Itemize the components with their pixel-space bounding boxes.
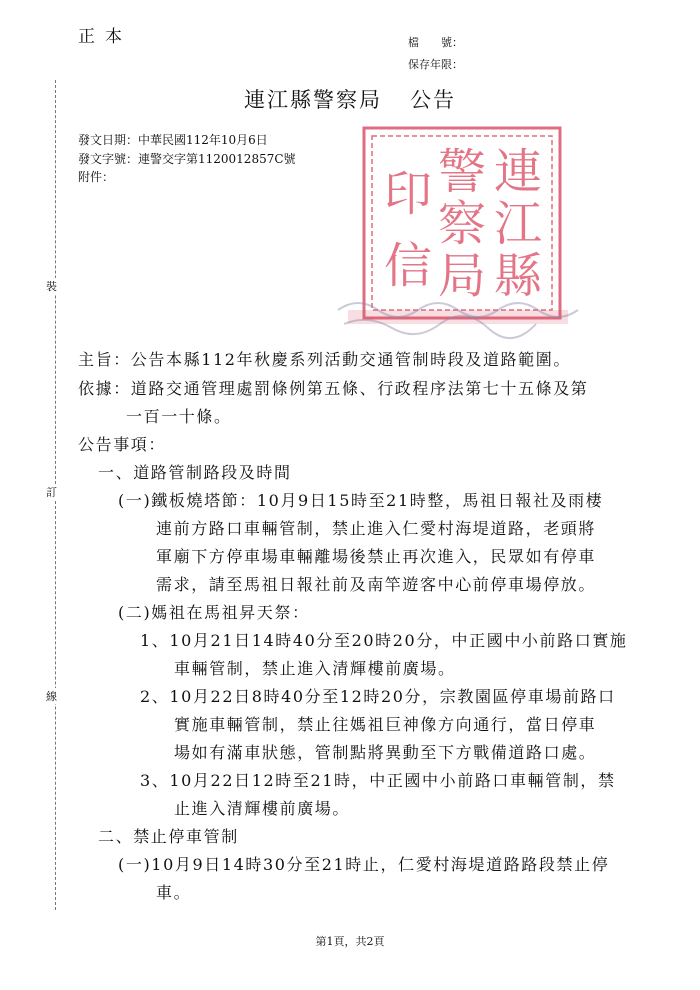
svg-text:江: 江 xyxy=(493,196,543,252)
svg-text:警: 警 xyxy=(437,144,487,200)
announcement-items-heading: 公告事項： xyxy=(78,435,167,454)
copy-label: 正本 xyxy=(78,27,132,47)
subject-line: 主旨：公告本縣112年秋慶系列活動交通管制時段及道路範圍。 xyxy=(78,350,571,369)
section-1a-line-4: 需求，請至馬祖日報社前及南竿遊客中心前停車場停放。 xyxy=(156,575,597,594)
binding-mark-staple: 訂 xyxy=(46,486,57,499)
item-2-line-3: 場如有滿車狀態，管制點將異動至下方戰備道路口處。 xyxy=(174,743,597,762)
section-1b-heading: (二)媽祖在馬祖昇天祭： xyxy=(118,603,310,622)
section-2a-line-1: (一)10月9日14時30分至21時止，仁愛村海堤道路路段禁止停 xyxy=(118,855,610,874)
official-seal-stamp xyxy=(328,110,588,345)
svg-text:信: 信 xyxy=(383,238,433,294)
issuing-agency: 連江縣警察局 xyxy=(244,88,382,112)
issue-date: 發文日期：中華民國112年10月6日 xyxy=(78,133,268,147)
section-2-heading: 二、禁止停車管制 xyxy=(98,827,239,846)
svg-text:縣: 縣 xyxy=(493,248,543,304)
item-1-line-2: 車輛管制，禁止進入清輝樓前廣場。 xyxy=(174,659,456,678)
svg-text:局: 局 xyxy=(437,248,487,304)
item-3-line-2: 止進入清輝樓前廣場。 xyxy=(174,799,351,818)
section-1a-line-1: (一)鐵板燒塔節：10月9日15時至21時整，馬祖日報社及雨棲 xyxy=(118,491,604,510)
document-type: 公告 xyxy=(410,88,456,112)
binding-mark-bind: 裝 xyxy=(46,280,57,293)
section-2a-line-2: 車。 xyxy=(156,883,192,902)
item-1-line-1: 1、10月21日14時40分至20時20分，中正國中小前路口實施 xyxy=(140,631,628,650)
basis-line-2: 一百一十條。 xyxy=(126,407,232,426)
section-1-heading: 一、道路管制路段及時間 xyxy=(98,463,292,482)
section-1a-line-2: 連前方路口車輛管制，禁止進入仁愛村海堤道路，老頭將 xyxy=(156,519,597,538)
page-indicator: 第1頁，共2頁 xyxy=(315,935,385,948)
svg-text:察: 察 xyxy=(437,196,487,252)
item-2-line-1: 2、10月22日8時40分至12時20分，宗教園區停車場前路口 xyxy=(140,687,616,706)
archive-number-label: 檔 號： xyxy=(408,36,463,49)
section-1a-line-3: 軍廟下方停車場車輛離場後禁止再次進入，民眾如有停車 xyxy=(156,547,597,566)
reference-number: 發文字號：連警交字第1120012857C號 xyxy=(78,152,296,166)
binding-mark-line: 線 xyxy=(46,690,57,703)
item-2-line-2: 實施車輛管制，禁止往媽祖巨神像方向通行，當日停車 xyxy=(174,715,597,734)
retention-period-label: 保存年限： xyxy=(408,58,463,71)
attachments-label: 附件： xyxy=(78,170,115,184)
svg-text:連: 連 xyxy=(493,144,543,200)
item-3-line-1: 3、10月22日12時至21時，中正國中小前路口車輛管制，禁 xyxy=(140,771,616,790)
svg-text:印: 印 xyxy=(383,166,433,222)
basis-line-1: 依據：道路交通管理處罰條例第五條、行政程序法第七十五條及第 xyxy=(78,379,589,398)
